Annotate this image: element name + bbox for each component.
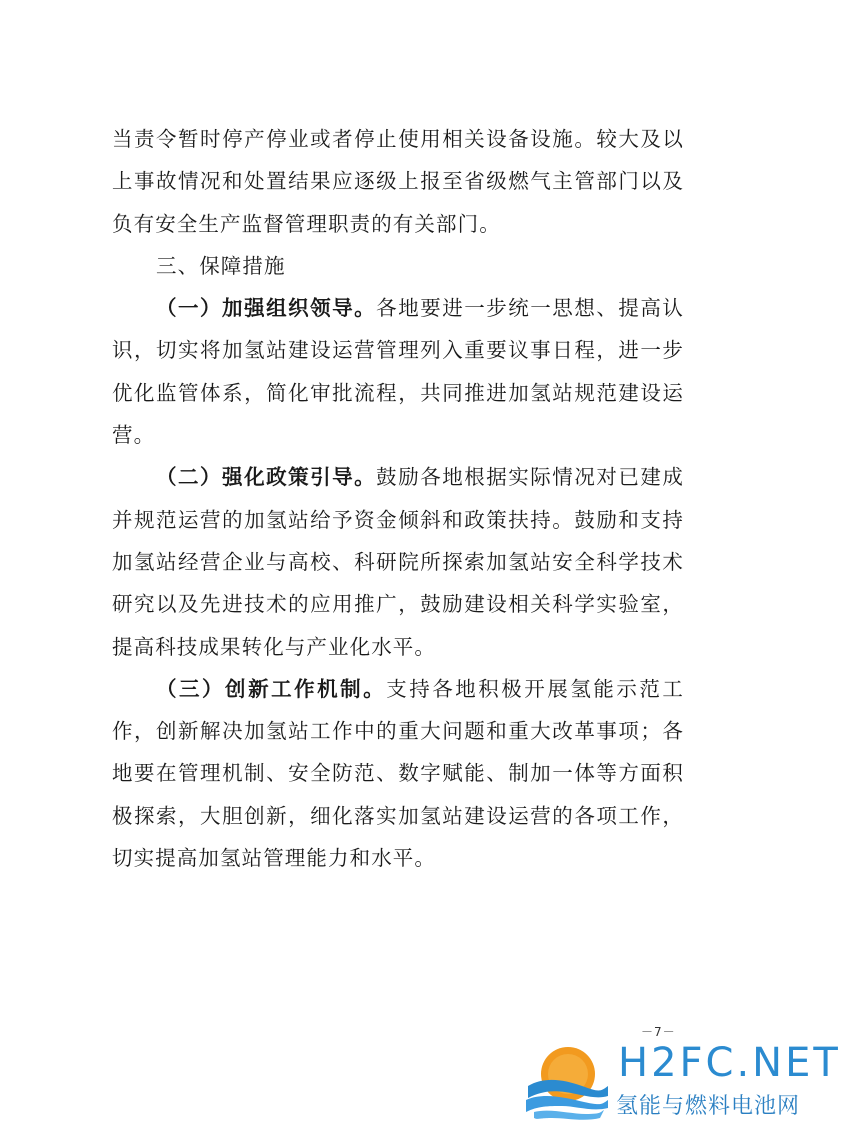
item-3-lead: （三）创新工作机制。 [156,676,387,701]
section-heading: 三、保障措施 [156,253,286,278]
watermark-brand: H2FC.NET [618,1040,841,1086]
watermark-subtitle: 氢能与燃料电池网 [616,1094,801,1119]
document-body [112,118,684,879]
item-2-body: 鼓励各地根据实际情况对已建成并规范运营的加氢站给予资金倾斜和政策扶持。鼓励和支持加氢站经营企业与高校、科研院所探索加氢站安全科学技术研究以及先进技术的应用推广，鼓励建设相关科学实验室，提高科技成果转化与产业化水平。 [112,465,684,659]
wave-shape-3 [534,1110,604,1120]
item-2-lead: （二）强化政策引导。 [156,465,377,490]
h2fc-logo-icon [520,1040,610,1123]
page-number: －7－ [641,1025,676,1039]
site-watermark [520,1040,841,1123]
paragraph-continuation: 当责令暂时停产停业或者停止使用相关设备设施。较大及以上事故情况和处置结果应逐级上报至省级燃气主管部门以及负有安全生产监督管理职责的有关部门。 [112,127,684,236]
item-1-body: 各地要进一步统一思想、提高认识，切实将加氢站建设运营管理列入重要议事日程，进一步优化监管体系，简化审批流程，共同推进加氢站规范建设运营。 [112,296,684,448]
paragraph-item-1 [112,287,684,456]
paragraph-item-3 [112,668,684,879]
wave-shape-2 [526,1096,608,1112]
paragraph-item-2 [112,456,684,667]
item-1-lead: （一）加强组织领导。 [156,296,377,321]
item-3-body: 支持各地积极开展氢能示范工作，创新解决加氢站工作中的重大问题和重大改革事项；各地要在管理机制、安全防范、数字赋能、制加一体等方面积极探索，大胆创新，细化落实加氢站建设运营的各项工作，切实提高加氢站管理能力和水平。 [112,676,684,871]
